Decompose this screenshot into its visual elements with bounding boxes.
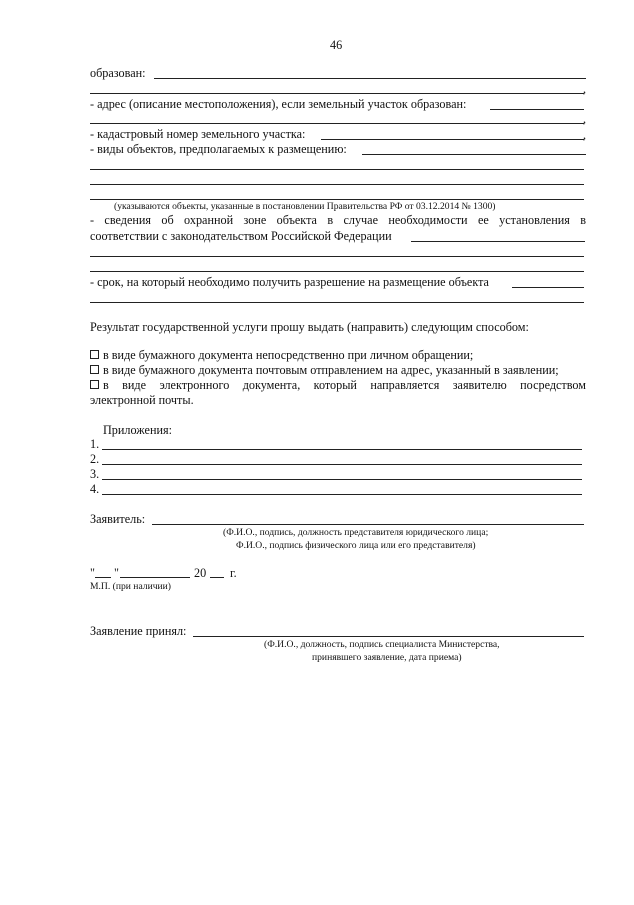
comma-1: , — [583, 82, 587, 96]
obrazovan-label: образован: — [90, 66, 146, 80]
date-quote-open: " — [90, 566, 95, 580]
checkbox-icon[interactable] — [90, 365, 99, 374]
checkbox-icon[interactable] — [90, 380, 99, 389]
checkbox-icon[interactable] — [90, 350, 99, 359]
term-line-2 — [90, 302, 584, 303]
option-electronic[interactable] — [90, 378, 586, 392]
option-label: в виде электронного документа, который направляется заявителю посредством — [103, 378, 586, 392]
page-number: 46 — [330, 38, 343, 52]
option-label: в виде бумажного документа непосредственно при личном обращении; — [103, 348, 474, 362]
security-zone-line-2 — [90, 256, 584, 257]
date-quote-close: " — [114, 566, 119, 580]
security-zone-line — [411, 241, 585, 242]
address-line — [490, 109, 584, 110]
attachment-line-1 — [102, 449, 582, 450]
option-electronic-line2: электронной почты. — [90, 393, 194, 407]
objects-note: (указываются объекты, указанные в постановлении Правительства РФ от 03.12.2014 № 1300) — [114, 201, 496, 212]
date-month-line — [120, 577, 190, 578]
accepted-note1: (Ф.И.О., должность, подпись специалиста Министерства, — [264, 639, 500, 650]
accepted-note2: принявшего заявление, дата приема) — [312, 652, 462, 663]
attachment-number-3: 3. — [90, 467, 100, 481]
address-line-2 — [90, 123, 584, 124]
objects-line — [362, 154, 586, 155]
attachment-line-2 — [102, 464, 582, 465]
applicant-note1: (Ф.И.О., подпись, должность представителя юридического лица; — [223, 527, 489, 538]
date-year-prefix: 20 — [194, 566, 207, 580]
attachment-line-4 — [102, 494, 582, 495]
applicant-label: Заявитель: — [90, 512, 146, 526]
applicant-line — [152, 524, 584, 525]
attachments-title: Приложения: — [103, 423, 172, 437]
objects-line-3 — [90, 184, 584, 185]
date-year-suffix: г. — [230, 566, 237, 580]
objects-line-4 — [90, 199, 584, 200]
option-paper-by-post[interactable] — [90, 363, 559, 377]
cadastral-label: - кадастровый номер земельного участка: — [90, 127, 306, 141]
date-year-line — [210, 577, 224, 578]
attachment-number-1: 1. — [90, 437, 100, 451]
option-paper-in-person[interactable] — [90, 348, 473, 362]
cadastral-line — [321, 139, 584, 140]
security-zone-line-3 — [90, 271, 584, 272]
term-line — [512, 287, 584, 288]
option-label: в виде бумажного документа почтовым отправлением на адрес, указанный в заявлении; — [103, 363, 559, 377]
attachment-number-4: 4. — [90, 482, 100, 496]
term-label: - срок, на который необходимо получить разрешение на размещение объекта — [90, 275, 489, 289]
result-text: Результат государственной услуги прошу выдать (направить) следующим способом: — [90, 320, 529, 334]
applicant-note2: Ф.И.О., подпись физического лица или его представителя) — [236, 540, 476, 551]
security-zone-line1: - сведения об охранной зоне объекта в случае необходимости ее установления в — [90, 213, 586, 227]
obrazovan-line-2 — [90, 93, 584, 94]
accepted-label: Заявление принял: — [90, 624, 187, 638]
date-day-line — [95, 577, 111, 578]
attachment-line-3 — [102, 479, 582, 480]
mp-label: М.П. (при наличии) — [90, 581, 171, 592]
address-label: - адрес (описание местоположения), если земельный участок образован: — [90, 97, 467, 111]
obrazovan-line — [154, 78, 586, 79]
objects-line-2 — [90, 169, 584, 170]
objects-label: - виды объектов, предполагаемых к размещению: — [90, 142, 347, 156]
comma-2: , — [583, 112, 587, 126]
accepted-line — [193, 636, 584, 637]
comma-3: , — [583, 128, 587, 142]
security-zone-line2: соответствии с законодательством Российской Федерации — [90, 229, 392, 243]
attachment-number-2: 2. — [90, 452, 100, 466]
